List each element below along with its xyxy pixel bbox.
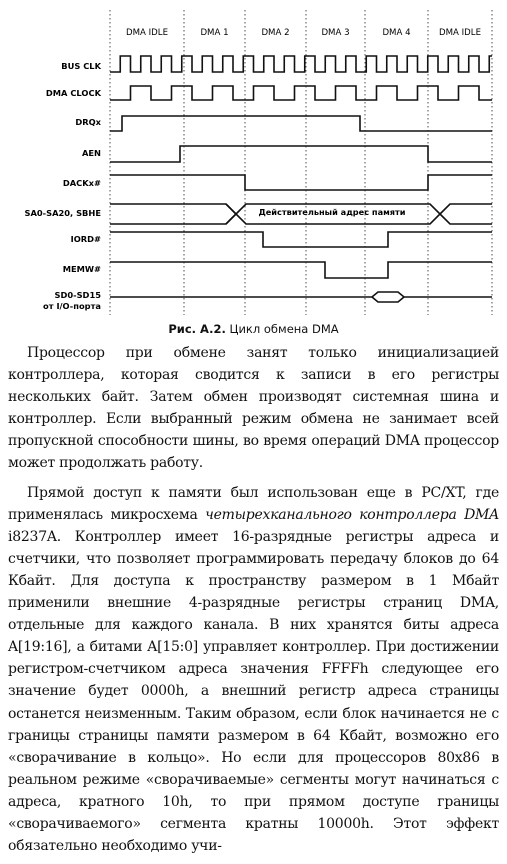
phase-label: DMA 1 — [200, 28, 229, 38]
paragraph — [8, 342, 499, 475]
drqx-wave — [110, 116, 492, 131]
signal-labels — [24, 61, 101, 311]
signal-label: от I/O-порта — [43, 301, 101, 311]
addr-bus-left — [110, 204, 236, 224]
signal-label: SA0-SA20, SBHE — [24, 208, 101, 218]
aen-wave — [110, 146, 492, 162]
body-text — [8, 342, 499, 864]
dma-clock-wave — [110, 86, 492, 100]
phase-label: DMA IDLE — [438, 28, 482, 38]
italic-term: четырехканального контроллера DMA — [205, 506, 500, 523]
addr-bus-right — [440, 204, 492, 224]
signal-label: AEN — [81, 148, 101, 158]
figure-number: Рис. A.2. — [168, 322, 226, 336]
signal-label: BUS CLK — [61, 61, 101, 71]
address-valid-label: Действительный адрес памяти — [258, 207, 406, 217]
figure-caption — [0, 322, 507, 336]
signal-label: DMA CLOCK — [45, 88, 101, 98]
phase-label: DMA 4 — [382, 28, 411, 38]
signal-waveforms — [110, 56, 492, 302]
signal-label: DACKx# — [62, 178, 101, 188]
sd-bus-lower — [372, 297, 404, 302]
sd-bus-upper — [110, 292, 492, 297]
signal-label: DRQx — [75, 117, 101, 127]
memw-wave — [110, 262, 492, 278]
phase-label: DMA 2 — [261, 28, 290, 38]
text-run: Процессор при обмене занят только инициализацией контроллера, которая сводится к записи в его регистры нескольких байт. Затем обмен производят системная шина и контроллер. Если выбранный режим обмена не занимает всей пропускной способности шины, во время операций DMA процессор может продолжать работу. — [8, 345, 499, 472]
paragraph — [8, 482, 499, 858]
phase-label: DMA IDLE — [125, 28, 169, 38]
text-run: i8237A. Контроллер имеет 16-разрядные регистры адреса и счетчики, что позволяет программировать передачу блоков до 64 Кбайт. Для доступа к пространству размером в 1 Мбайт применили внешние 4-разрядные регистры страниц DMA, отдельные для каждого канала. В них хранятся биты адреса A[19:16], а битами A[15:0] управляет контроллер. При достижении регистром-счетчиком адреса значения FFFFh следующее его значение будет 0000h, а внешний регистр адреса страницы останется неизменным. Таким образом, если блок начинается не с границы страницы памяти размером в 64 Кбайт, возможно его «сворачивание в кольцо». Но если для процессоров 80x86 в реальном режиме «сворачиваемые» сегменты могут начинаться с адреса, кратного 10h, то при прямом доступе границы «сворачиваемого» сегмента кратны 10000h. Этот эффект обязательно необходимо учи- — [8, 528, 499, 855]
phase-label: DMA 3 — [321, 28, 350, 38]
iord-wave — [110, 232, 492, 247]
signal-label: IORD# — [70, 234, 101, 244]
dackx-wave — [110, 175, 492, 190]
text-run: Прямой доступ к памяти был использован еще в PC/XT, где применялась микросхема — [8, 484, 499, 523]
dma-timing-diagram — [0, 0, 507, 318]
figure-title: Цикл обмена DMA — [229, 322, 339, 336]
bus-clk-wave — [110, 56, 492, 72]
signal-label: MEMW# — [62, 264, 101, 274]
phase-labels — [126, 28, 481, 38]
signal-label: SD0-SD15 — [54, 290, 101, 300]
addr-cross-left — [226, 204, 236, 224]
